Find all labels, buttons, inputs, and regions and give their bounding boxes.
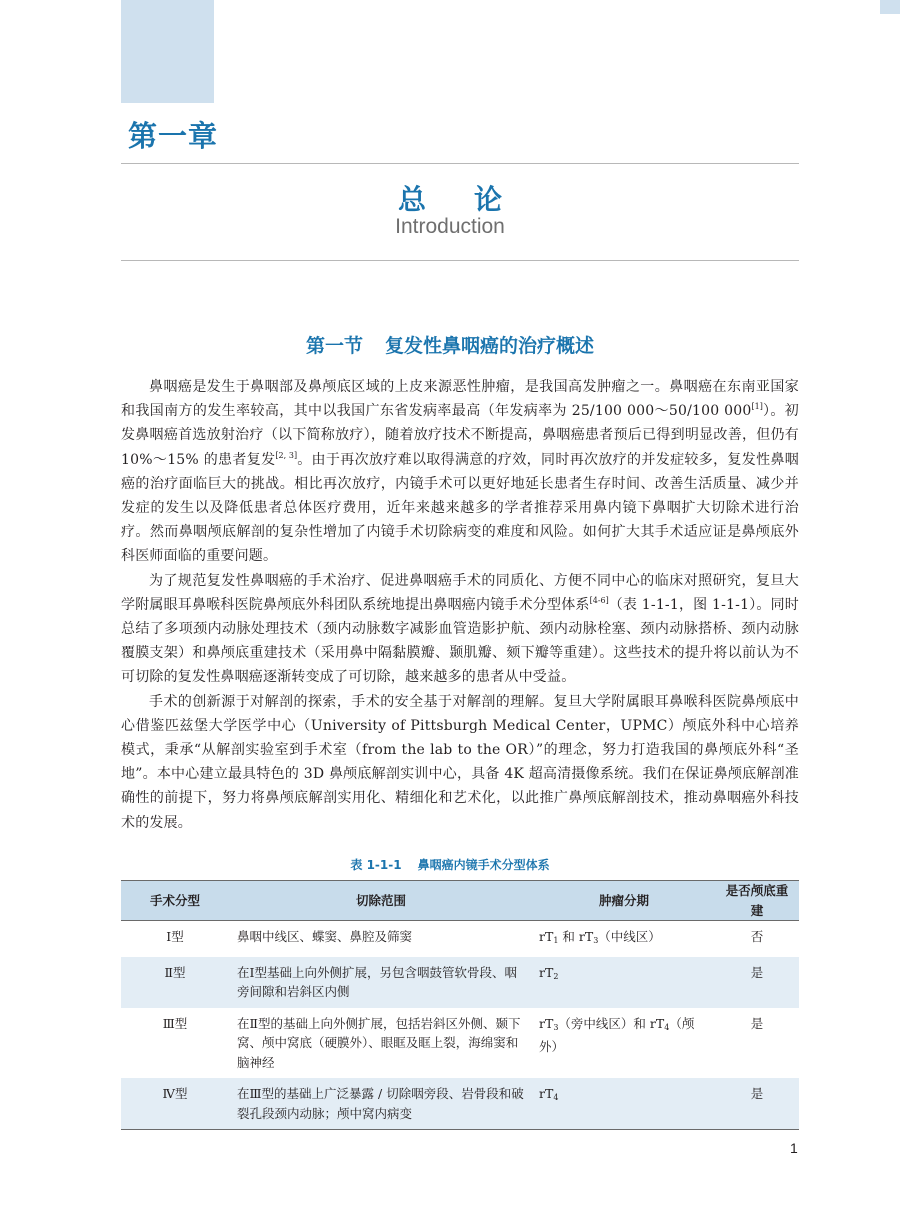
paragraph-1: 鼻咽癌是发生于鼻咽部及鼻颅底区域的上皮来源恶性肿瘤，是我国高发肿瘤之一。鼻咽癌在东南亚国家和我国南方的发生率较高，其中以我国广东省发病率最高（年发病率为 25/100 000～50/100 000[1]）。初发鼻咽癌首选放射治疗（以下简称放疗），随着放疗技术不断提高，鼻咽癌患者预后已得到明显改善，但仍有 10%～15% 的患者复发[2, 3]。由于再次放疗难以取得满意的疗效，同时再次放疗的并发症较多，复发性鼻咽癌的治疗面临巨大的挑战。相比再次放疗，内镜手术可以更好地延长患者生存时间、改善生活质量、减少并发症的发生以及降低患者总体医疗费用，近年来越来越多的学者推荐采用鼻内镜下鼻咽扩大切除术进行治疗。然而鼻咽颅底解剖的复杂性增加了内镜手术切除病变的难度和风险。如何扩大其手术适应证是鼻颅底外科医师面临的重要问题。 <box>121 379 799 565</box>
divider-bottom <box>121 260 799 261</box>
classification-table <box>121 880 799 1130</box>
body-text <box>121 375 799 835</box>
table-row: Ⅰ型 鼻咽中线区、蝶窦、鼻腔及筛窦 $rT_1$ 和 $rT_3$（中线区） 否 <box>166 929 764 945</box>
chapter-title-en: Introduction <box>395 215 505 238</box>
table-title: 鼻咽癌内镜手术分型体系 <box>417 858 550 872</box>
column-header: 手术分型 <box>121 881 229 921</box>
table-header-row <box>121 881 799 921</box>
table-row: Ⅱ型 在Ⅰ型基础上向外侧扩展，另包含咽鼓管软骨段、咽旁间隙和岩斜区内侧 $rT_2$ 是 <box>121 957 799 1008</box>
table-row: Ⅳ型 在Ⅲ型的基础上广泛暴露 / 切除咽旁段、岩骨段和破裂孔段颈内动脉；颅中窝内病变 $rT_4$ 是 <box>121 1078 799 1130</box>
column-header: 肿瘤分期 <box>533 881 715 921</box>
table-caption <box>0 856 900 873</box>
column-header: 切除范围 <box>229 881 533 921</box>
citation-ref: [2, 3] <box>275 450 298 460</box>
column-header: 是否颅底重建 <box>715 881 799 921</box>
citation-ref: [4-6] <box>589 595 609 605</box>
section-number: 第一节 <box>305 335 363 357</box>
citation-ref: [1] <box>751 402 763 412</box>
section-title <box>0 331 900 358</box>
table-row: Ⅲ型 在Ⅱ型的基础上向外侧扩展，包括岩斜区外侧、颞下窝、颅中窝底（硬膜外）、眼眶及眶上裂，海绵窦和脑神经 $rT_3$（旁中线区）和 $rT_4$（颅外） 是 <box>162 1015 764 1070</box>
chapter-tab-decoration <box>121 0 214 103</box>
chapter-label: 第一章 <box>128 119 219 153</box>
corner-decoration <box>880 0 900 14</box>
paragraph-2: 为了规范复发性鼻咽癌的手术治疗、促进鼻咽癌手术的同质化、方便不同中心的临床对照研究，复旦大学附属眼耳鼻喉科医院鼻颅底外科团队系统地提出鼻咽癌内镜手术分型体系[4-6]（表 1-1-1，图 1-1-1）。同时总结了多项颈内动脉处理技术（颈内动脉数字减影血管造影护航、颈内动脉栓塞、颈内动脉搭桥、颈内动脉覆膜支架）和鼻颅底重建技术（采用鼻中隔黏膜瓣、颞肌瓣、颏下瓣等重建）。这些技术的提升将以前认为不可切除的复发性鼻咽癌逐渐转变成了可切除，越来越多的患者从中受益。 <box>121 572 799 686</box>
section-heading: 复发性鼻咽癌的治疗概述 <box>385 335 595 357</box>
table-number: 表 1-1-1 <box>350 858 402 872</box>
chapter-title-zh: 总论 <box>397 183 550 216</box>
page-number: 1 <box>790 1140 798 1156</box>
divider-top <box>121 163 799 164</box>
paragraph-3: 手术的创新源于对解剖的探索，手术的安全基于对解剖的理解。复旦大学附属眼耳鼻喉科医院鼻颅底中心借鉴匹兹堡大学医学中心（University of Pittsburgh Medical Center，UPMC）颅底外科中心培养模式，秉承“从解剖实验室到手术室（from the lab to the OR）”的理念，努力打造我国的鼻颅底外科“圣地”。本中心建立最具特色的 3D 鼻颅底解剖实训中心，具备 4K 超高清摄像系统。我们在保证鼻颅底解剖准确性的前提下，努力将鼻颅底解剖实用化、精细化和艺术化，以此推广鼻颅底解剖技术，推动鼻咽癌外科技术的发展。 <box>121 693 799 831</box>
